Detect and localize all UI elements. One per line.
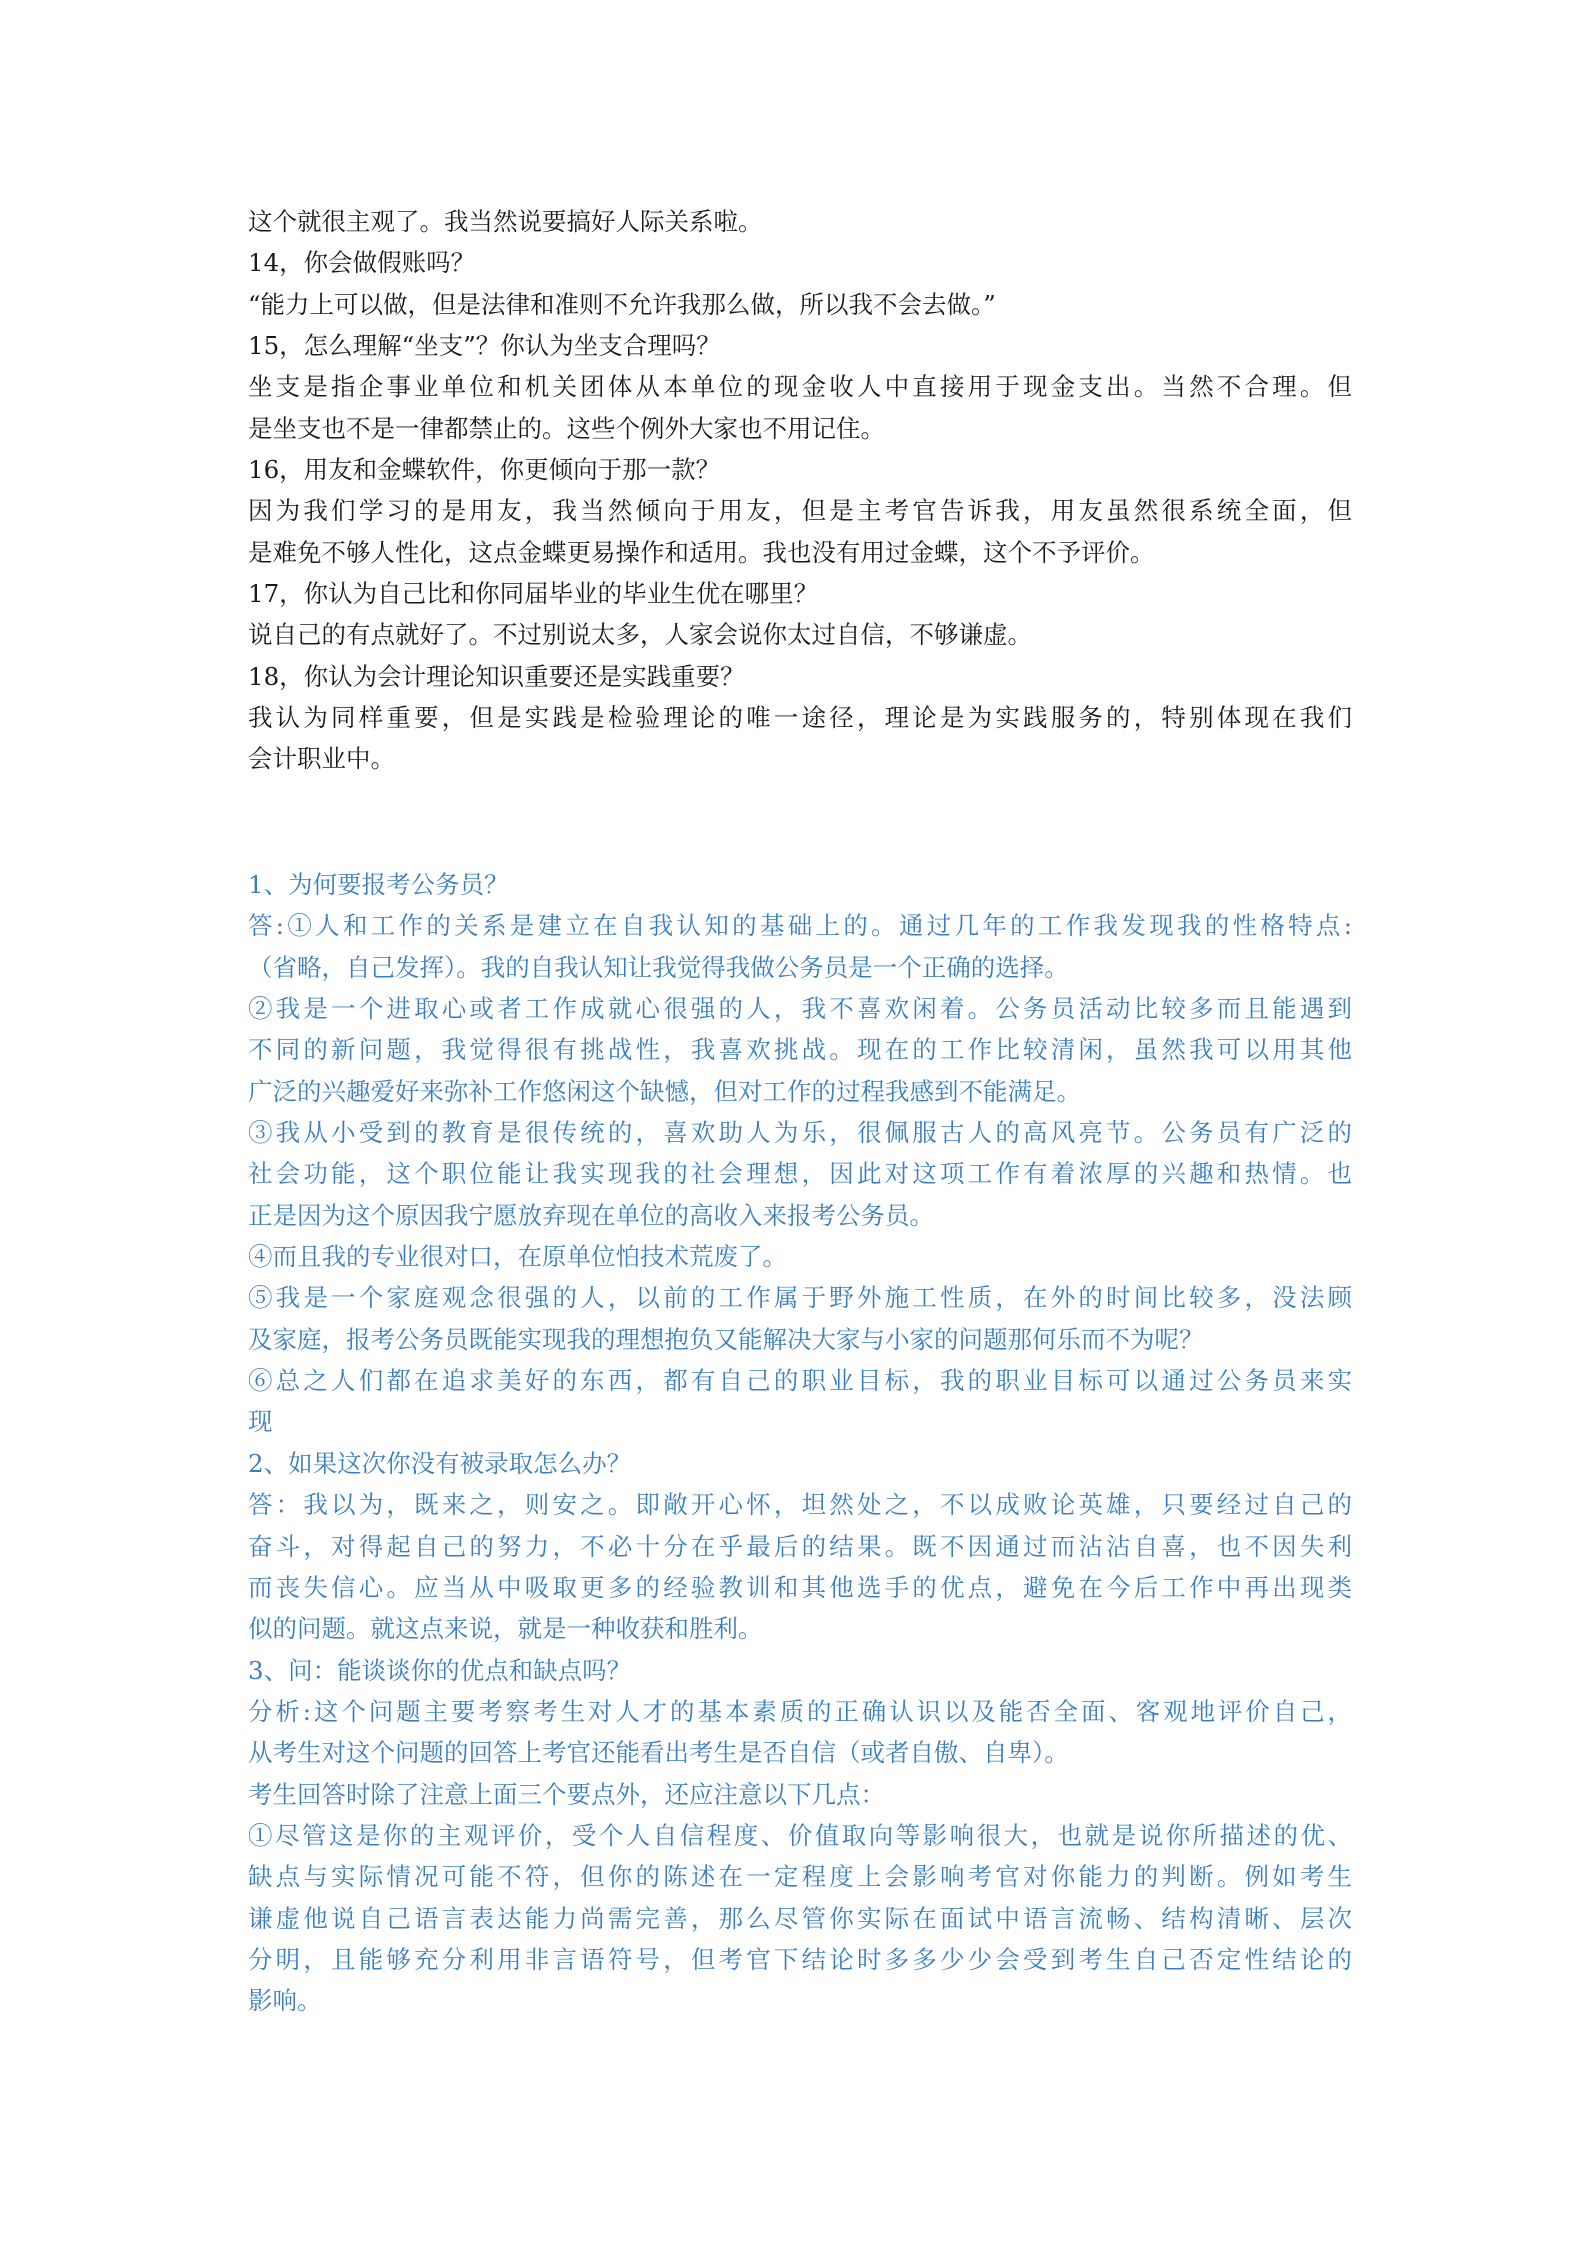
text-line: ④而且我的专业很对口，在原单位怕技术荒废了。 (248, 1242, 787, 1272)
text-line: 似的问题。就这点来说，就是一种收获和胜利。 (248, 1614, 763, 1644)
text-line: 答：我以为，既来之，则安之。即敞开心怀，坦然处之，不以成败论英雄，只要经过自己的 (248, 1490, 1352, 1520)
text-line: 从考生对这个问题的回答上考官还能看出考生是否自信（或者自傲、自卑）。 (248, 1738, 1069, 1768)
accounting-interview-text (248, 201, 1352, 780)
text-line: （省略，自己发挥）。我的自我认知让我觉得我做公务员是一个正确的选择。 (248, 952, 1069, 982)
text-line: 分明，且能够充分利用非言语符号，但考官下结论时多多少少会受到考生自己否定性结论的 (248, 1944, 1352, 1974)
text-line: 考生回答时除了注意上面三个要点外，还应注意以下几点： (248, 1779, 885, 1809)
text-line: ⑥总之人们都在追求美好的东西，都有自己的职业目标，我的职业目标可以通过公务员来实 (248, 1366, 1352, 1396)
text-line: 会计职业中。 (248, 744, 395, 774)
text-line: 影响。 (248, 1986, 322, 2016)
text-line: 14，你会做假账吗？ (248, 248, 476, 278)
text-line: 我认为同样重要，但是实践是检验理论的唯一途径，理论是为实践服务的，特别体现在我们 (248, 703, 1352, 733)
text-line: 坐支是指企事业单位和机关团体从本单位的现金收人中直接用于现金支出。当然不合理。但 (248, 372, 1352, 402)
text-line: 因为我们学习的是用友，我当然倾向于用友，但是主考官告诉我，用友虽然很系统全面，但 (248, 496, 1352, 526)
text-line: 1、为何要报考公务员？ (248, 870, 509, 899)
text-line: 正是因为这个原因我宁愿放弃现在单位的高收入来报考公务员。 (248, 1200, 934, 1230)
text-line: 社会功能，这个职位能让我实现我的社会理想，因此对这项工作有着浓厚的兴趣和热情。也 (248, 1159, 1352, 1189)
text-line: “能力上可以做，但是法律和准则不允许我那么做，所以我不会去做。” (248, 289, 996, 319)
text-line: 3、问：能谈谈你的优点和缺点吗？ (248, 1655, 632, 1685)
text-line: ③我从小受到的教育是很传统的，喜欢助人为乐，很佩服古人的高风亮节。公务员有广泛的 (248, 1118, 1352, 1148)
text-line: 现 (248, 1407, 273, 1437)
text-line: 是难免不够人性化，这点金蝶更易操作和适用。我也没有用过金蝶，这个不予评价。 (248, 537, 1155, 567)
text-line: 2、如果这次你没有被录取怎么办？ (248, 1448, 632, 1478)
text-line: 不同的新问题，我觉得很有挑战性，我喜欢挑战。现在的工作比较清闲，虽然我可以用其他 (248, 1035, 1352, 1065)
text-line: 奋斗，对得起自己的努力，不必十分在乎最后的结果。既不因通过而沾沾自喜，也不因失利 (248, 1531, 1352, 1561)
text-line: ⑤我是一个家庭观念很强的人，以前的工作属于野外施工性质，在外的时间比较多，没法顾 (248, 1283, 1352, 1313)
text-line: 答:①人和工作的关系是建立在自我认知的基础上的。通过几年的工作我发现我的性格特点: (248, 911, 1352, 941)
civil-service-interview-text (248, 864, 1352, 2022)
text-line: ①尽管这是你的主观评价，受个人自信程度、价值取向等影响很大，也就是说你所描述的优、 (248, 1820, 1352, 1850)
text-line: 15，怎么理解“坐支”？你认为坐支合理吗？ (248, 331, 721, 361)
text-line: 而丧失信心。应当从中吸取更多的经验教训和其他选手的优点，避免在今后工作中再出现类 (248, 1572, 1352, 1602)
text-line: 谦虚他说自己语言表达能力尚需完善，那么尽管你实际在面试中语言流畅、结构清晰、层次 (248, 1903, 1352, 1933)
text-line: 17，你认为自己比和你同届毕业的毕业生优在哪里？ (248, 579, 819, 609)
text-line: ②我是一个进取心或者工作成就心很强的人，我不喜欢闲着。公务员活动比较多而且能遇到 (248, 994, 1352, 1024)
text-line: 18，你认为会计理论知识重要还是实践重要？ (248, 661, 745, 691)
text-line: 这个就很主观了。我当然说要搞好人际关系啦。 (248, 207, 763, 236)
text-line: 分析:这个问题主要考察考生对人才的基本素质的正确认识以及能否全面、客观地评价自己， (248, 1696, 1352, 1726)
text-line: 及家庭，报考公务员既能实现我的理想抱负又能解决大家与小家的问题那何乐而不为呢？ (248, 1324, 1204, 1354)
text-line: 广泛的兴趣爱好来弥补工作悠闲这个缺憾，但对工作的过程我感到不能满足。 (248, 1076, 1081, 1106)
text-line: 缺点与实际情况可能不符，但你的陈述在一定程度上会影响考官对你能力的判断。例如考生 (248, 1862, 1352, 1892)
text-line: 16，用友和金蝶软件，你更倾向于那一款？ (248, 455, 721, 485)
text-line: 说自己的有点就好了。不过别说太多，人家会说你太过自信，不够谦虚。 (248, 620, 1032, 650)
text-line: 是坐支也不是一律都禁止的。这些个例外大家也不用记住。 (248, 413, 885, 443)
